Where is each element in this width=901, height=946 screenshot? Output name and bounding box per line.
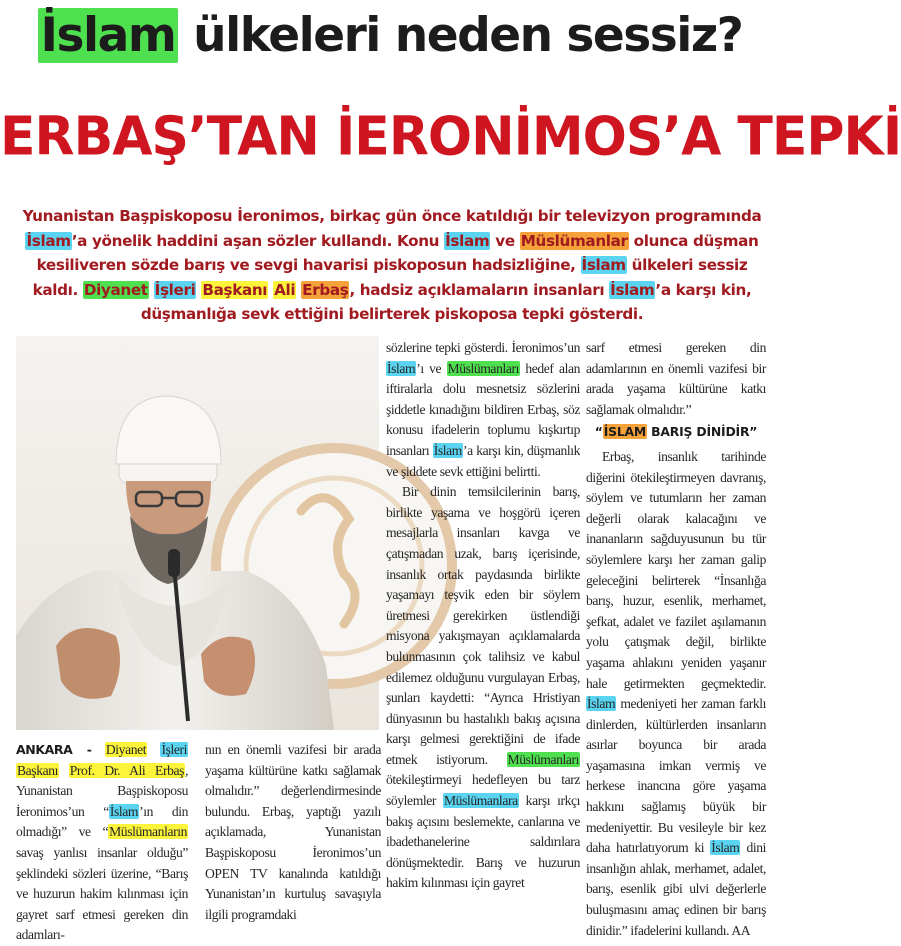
col-text: ’ın din olmadığı” ve “ bbox=[16, 803, 188, 840]
subheading-text: BARIŞ DİNİDİR” bbox=[647, 424, 758, 440]
article-column-2 bbox=[205, 740, 381, 925]
lead-highlight: İslam bbox=[581, 256, 626, 275]
lead-highlight: İslam bbox=[445, 231, 490, 250]
subheading bbox=[586, 422, 766, 443]
col-highlight: İşleri bbox=[161, 742, 188, 757]
headline-highlight: İslam bbox=[38, 8, 179, 63]
col-highlight: İslam bbox=[433, 442, 462, 458]
col-text: , Yunanistan Başpiskoposu İeronimos’un “ bbox=[16, 762, 189, 819]
headline-line-1-text: ülkeleri neden sessiz? bbox=[178, 8, 743, 63]
news-photo bbox=[16, 336, 379, 730]
headline-line-1 bbox=[0, 4, 780, 68]
lead-text bbox=[149, 281, 154, 299]
right-hand bbox=[201, 637, 255, 696]
col2-paragraph: nın en önemli vazifesi bir arada yaşama kültürüne katkı sağlamak olmalıdır.” değerlendirmesinde bulundu. Erbaş, yaptığı yazılı açıklamada, Yunanistan Başpiskoposu İeronimos’un OPEN TV kanalında katıldığı Yunanistan’ın kurtuluş savaşıyla ilgili programdaki bbox=[205, 742, 381, 922]
col-highlight: Müslümanları bbox=[507, 751, 579, 767]
col-text: savaş yanlısı insanlar olduğu” şeklindeki sözleri üzerine, “Barış ve huzurun hakim kılınması için gayret sarf etmesi gereken din adamları- bbox=[16, 844, 188, 943]
lead-text: ’a karşı kin, düşmanlığa sevk ettiğini belirterek piskoposa tepki gösterdi. bbox=[140, 280, 752, 324]
lead-text: olunca düşman kesiliveren sözde barış ve sevgi havarisi piskoposun hadsizliğine, bbox=[36, 231, 759, 275]
col-text: medeniyeti her zaman farklı dinlerden, kültürlerden insanların asırlar boyunca bir arada yaşamasına imkan vermiş ve herkese inancına göre yaşama hakkını sağlamış büyük bir medeniyettir. Bu vesileyle bir kez daha hatırlatıyorum ki bbox=[586, 696, 766, 856]
col-highlight: Müslümanları bbox=[447, 360, 519, 376]
col-text bbox=[59, 763, 69, 778]
col-text: ’a karşı kin, düşmanlık ve şiddete sevk ettiğini belirtti. bbox=[386, 442, 580, 479]
subheading-quote: “ bbox=[594, 424, 603, 440]
col-text bbox=[147, 742, 160, 757]
col-text: hedef alan iftiralarla dolu mesnetsiz sözlerini şiddetle kınadığını bildiren Erbaş, söz konusu ifadelerin toplumu kışkırtıp insanları bbox=[386, 360, 580, 458]
subheading-highlight: İSLAM bbox=[603, 424, 647, 440]
lead-highlight: İşleri bbox=[154, 280, 196, 299]
col-highlight: İslam bbox=[711, 840, 740, 856]
lead-highlight: Müslümanlar bbox=[520, 231, 628, 250]
dateline: ANKARA - bbox=[16, 742, 92, 757]
col-highlight: İslam bbox=[387, 360, 416, 376]
col-highlight: İslam bbox=[109, 803, 139, 819]
col-text: ’ı ve bbox=[416, 360, 447, 376]
article-column-1 bbox=[16, 740, 188, 946]
col-highlight: İslam bbox=[587, 696, 616, 712]
photo-illustration bbox=[16, 336, 379, 730]
lead-text: ve bbox=[490, 231, 520, 250]
lead-text: Yunanistan Başpiskoposu İeronimos, birkaç gün önce katıldığı bir televizyon programında bbox=[22, 207, 762, 225]
lead-highlight: Diyanet bbox=[83, 280, 148, 299]
col-highlight: Prof. Dr. Ali Erbaş bbox=[69, 762, 185, 778]
lead-highlight: Ali bbox=[274, 280, 296, 299]
headline-line-2: ERBAŞ’TAN İERONİMOS’A TEPKİ bbox=[0, 106, 901, 168]
col4-paragraph-1: sarf etmesi gereken din adamlarının en önemli vazifesi bir arada yaşama kültürüne katkı sağlamak olmalıdır.” bbox=[586, 340, 766, 417]
lead-highlight: İslam bbox=[26, 231, 71, 250]
col-text bbox=[92, 742, 105, 757]
lead-text: ülkeleri sessiz kaldı. bbox=[32, 256, 748, 299]
col-highlight: Müslümanlara bbox=[443, 793, 518, 809]
lead-paragraph bbox=[16, 204, 768, 327]
col-text: ötekileştirmeyi hedefleyen bu tarz söylemler bbox=[386, 772, 580, 809]
col-text: sözlerine tepki gösterdi. İeronimos’un bbox=[386, 340, 580, 355]
article-column-4 bbox=[586, 338, 766, 941]
col-text: karşı ırkçı bakış açısını beslemekte, canlarına ve ibadethanelerine saldırılara dönüşmektedir. Barış ve huzurun hakim kılınması için gayret bbox=[386, 793, 580, 891]
lead-highlight: Erbaş bbox=[302, 280, 349, 299]
lead-text: ’a yönelik haddini aşan sözler kullandı. Konu bbox=[71, 231, 445, 250]
lead-highlight: Başkanı bbox=[202, 280, 268, 299]
col-text: Erbaş, insanlık tarihinde diğerini ötekileştirmeyen davranış, söylem ve tutumların her zaman değerli olarak kalacağını ve inananların sağduyusunun bu tür söylemlere karşı her zaman galip geleceğini belirterek “İnsanlığa barış, huzur, esenlik, merhamet, şefkat, adalet ve fazilet aşılamanın yolu çatışmak değil, birlikte yaşama ahlakını yeniden yaşanır hale getirmekten geçmektedir. bbox=[586, 448, 766, 691]
lead-text: , hadsiz açıklamaların insanları bbox=[349, 280, 610, 299]
col-text: Bir dinin temsilcilerinin barış, birlikte yaşama ve hoşgörü içeren mesajlarla insanları kavga ve çatışmadan uzak, barış içerisinde, insanlık ortak paydasında birlikte yaşamayı teşvik eden bir söylem üretmesi gerekirken üstlendiği misyona yakışmayan açıklamalarda bulunmasının çok talihsiz ve kabul edilemez olduğunu vurgulayan Erbaş, şunları kaydetti: “Ayrıca Hristiyan dünyasının bu hastalıklı bakış açısına karşı gelmesi gerektiğini de ifade etmek istiyorum. bbox=[386, 484, 580, 767]
article-column-3 bbox=[386, 338, 580, 894]
col-highlight: Diyanet bbox=[105, 742, 147, 757]
col-text: dini insanlığın ahlak, merhamet, adalet, barış, esenlik gibi ulvi değerlerle buluşmasını amaç edinen bir barış dinidir.” ifadelerini kullandı. AA bbox=[586, 840, 766, 938]
lead-highlight: İslam bbox=[610, 280, 655, 299]
microphone-icon bbox=[168, 549, 180, 577]
col-highlight: Müslümanların bbox=[109, 824, 187, 840]
col-highlight: Başkanı bbox=[17, 762, 58, 778]
